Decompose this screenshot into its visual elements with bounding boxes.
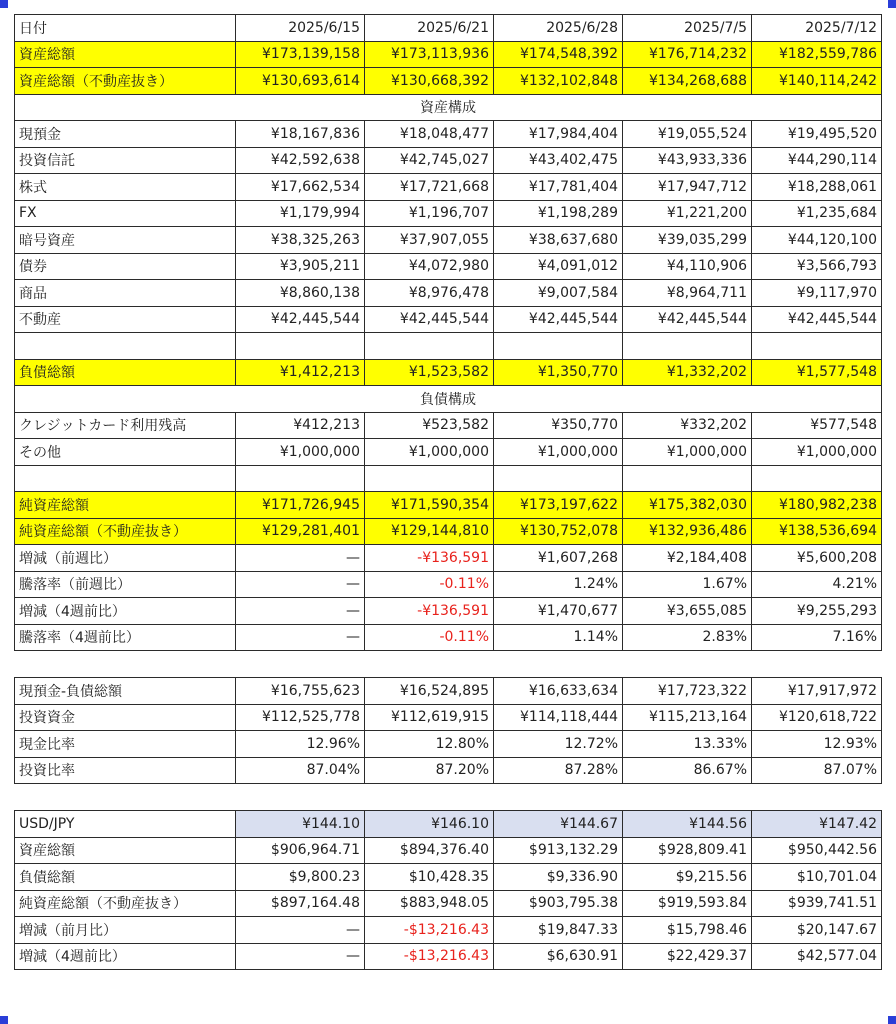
- value-cell[interactable]: ¥17,723,322: [623, 678, 752, 705]
- value-cell[interactable]: $939,741.51: [752, 890, 882, 917]
- value-cell[interactable]: ¥39,035,299: [623, 227, 752, 254]
- value-cell[interactable]: ¥1,196,707: [365, 200, 494, 227]
- asset-row: [15, 253, 882, 280]
- row-label[interactable]: 増減（4週前比）: [15, 598, 236, 625]
- selection-handle-bottom-right[interactable]: [888, 1016, 896, 1024]
- value-cell[interactable]: ¥171,726,945: [236, 492, 365, 519]
- total-liabilities-row: [15, 359, 882, 386]
- value-cell[interactable]: ¥134,268,688: [623, 68, 752, 95]
- row-label[interactable]: FX: [15, 200, 236, 227]
- value-cell[interactable]: ¥171,590,354: [365, 492, 494, 519]
- value-cell[interactable]: $897,164.48: [236, 890, 365, 917]
- value-cell[interactable]: ¥3,566,793: [752, 253, 882, 280]
- value-cell[interactable]: ¥42,445,544: [236, 306, 365, 333]
- row-label[interactable]: 株式: [15, 174, 236, 201]
- row-label[interactable]: 債券: [15, 253, 236, 280]
- value-cell[interactable]: ¥42,445,544: [752, 306, 882, 333]
- empty-cell[interactable]: [752, 333, 882, 360]
- row-label[interactable]: 投資資金: [15, 704, 236, 731]
- value-cell[interactable]: ¥17,721,668: [365, 174, 494, 201]
- value-cell[interactable]: 2.83%: [623, 624, 752, 651]
- value-cell[interactable]: 12.80%: [365, 731, 494, 758]
- empty-cell[interactable]: [494, 333, 623, 360]
- value-cell[interactable]: ¥174,548,392: [494, 41, 623, 68]
- value-cell[interactable]: ¥132,936,486: [623, 518, 752, 545]
- value-cell[interactable]: $928,809.41: [623, 837, 752, 864]
- asset-row: [15, 227, 882, 254]
- value-cell[interactable]: ¥147.42: [752, 811, 882, 838]
- usd-row: [15, 864, 882, 891]
- value-cell[interactable]: ¥180,982,238: [752, 492, 882, 519]
- row-label[interactable]: 負債総額: [15, 864, 236, 891]
- row-label[interactable]: 純資産総額: [15, 492, 236, 519]
- value-cell[interactable]: ¥17,917,972: [752, 678, 882, 705]
- row-label[interactable]: 資産総額: [15, 41, 236, 68]
- change-row: [15, 598, 882, 625]
- value-cell[interactable]: ¥1,000,000: [494, 439, 623, 466]
- date-column-header[interactable]: 2025/6/21: [365, 15, 494, 42]
- value-cell[interactable]: ¥129,144,810: [365, 518, 494, 545]
- value-cell[interactable]: ¥1,179,994: [236, 200, 365, 227]
- value-cell[interactable]: ¥4,110,906: [623, 253, 752, 280]
- value-cell[interactable]: ¥3,905,211: [236, 253, 365, 280]
- usd-row: [15, 890, 882, 917]
- value-cell[interactable]: $913,132.29: [494, 837, 623, 864]
- value-cell[interactable]: 87.04%: [236, 757, 365, 784]
- ratio-row: [15, 731, 882, 758]
- value-cell[interactable]: ¥9,007,584: [494, 280, 623, 307]
- value-cell[interactable]: —: [236, 624, 365, 651]
- value-cell[interactable]: ¥9,255,293: [752, 598, 882, 625]
- value-cell[interactable]: ¥16,755,623: [236, 678, 365, 705]
- liability-composition-header: [15, 386, 882, 413]
- value-cell[interactable]: ¥44,290,114: [752, 147, 882, 174]
- value-cell[interactable]: ¥112,619,915: [365, 704, 494, 731]
- row-label[interactable]: USD/JPY: [15, 811, 236, 838]
- value-cell[interactable]: 7.16%: [752, 624, 882, 651]
- value-cell[interactable]: ¥1,350,770: [494, 359, 623, 386]
- value-cell[interactable]: ¥412,213: [236, 412, 365, 439]
- value-cell[interactable]: ¥37,907,055: [365, 227, 494, 254]
- row-label[interactable]: 商品: [15, 280, 236, 307]
- row-label[interactable]: 増減（4週前比）: [15, 943, 236, 970]
- value-cell[interactable]: ¥1,000,000: [236, 439, 365, 466]
- empty-cell[interactable]: [623, 333, 752, 360]
- empty-cell[interactable]: [15, 333, 236, 360]
- value-cell[interactable]: ¥120,618,722: [752, 704, 882, 731]
- value-cell[interactable]: ¥144.56: [623, 811, 752, 838]
- value-cell[interactable]: ¥18,048,477: [365, 121, 494, 148]
- row-label[interactable]: 投資比率: [15, 757, 236, 784]
- value-cell[interactable]: $22,429.37: [623, 943, 752, 970]
- date-column-header[interactable]: 2025/6/28: [494, 15, 623, 42]
- row-label[interactable]: 不動産: [15, 306, 236, 333]
- value-cell[interactable]: ¥173,113,936: [365, 41, 494, 68]
- value-cell[interactable]: ¥1,000,000: [365, 439, 494, 466]
- value-cell[interactable]: $10,428.35: [365, 864, 494, 891]
- date-header[interactable]: 日付: [15, 15, 236, 42]
- value-cell[interactable]: ¥1,332,202: [623, 359, 752, 386]
- date-column-header[interactable]: 2025/7/5: [623, 15, 752, 42]
- row-label[interactable]: クレジットカード利用残高: [15, 412, 236, 439]
- value-cell[interactable]: 1.14%: [494, 624, 623, 651]
- row-label[interactable]: 現金比率: [15, 731, 236, 758]
- value-cell[interactable]: ¥8,964,711: [623, 280, 752, 307]
- total-assets-row: [15, 41, 882, 68]
- value-cell[interactable]: ¥38,325,263: [236, 227, 365, 254]
- value-cell[interactable]: ¥130,752,078: [494, 518, 623, 545]
- value-cell[interactable]: ¥144.67: [494, 811, 623, 838]
- value-cell[interactable]: -¥136,591: [365, 598, 494, 625]
- spreadsheet: [14, 14, 881, 970]
- asset-row: [15, 200, 882, 227]
- value-cell[interactable]: ¥1,607,268: [494, 545, 623, 572]
- row-label[interactable]: 騰落率（前週比）: [15, 571, 236, 598]
- value-cell[interactable]: 12.72%: [494, 731, 623, 758]
- value-cell[interactable]: ¥43,402,475: [494, 147, 623, 174]
- empty-cell[interactable]: [752, 465, 882, 492]
- value-cell[interactable]: ¥129,281,401: [236, 518, 365, 545]
- value-cell[interactable]: 13.33%: [623, 731, 752, 758]
- net-assets-row: [15, 492, 882, 519]
- value-cell[interactable]: $906,964.71: [236, 837, 365, 864]
- empty-cell[interactable]: [365, 333, 494, 360]
- change-row: [15, 545, 882, 572]
- value-cell[interactable]: ¥42,445,544: [365, 306, 494, 333]
- value-cell[interactable]: ¥16,633,634: [494, 678, 623, 705]
- ratio-table: [14, 677, 882, 784]
- value-cell[interactable]: $9,215.56: [623, 864, 752, 891]
- value-cell[interactable]: —: [236, 598, 365, 625]
- selection-handle-bottom-left[interactable]: [0, 1016, 8, 1024]
- change-row: [15, 624, 882, 651]
- value-cell[interactable]: ¥130,668,392: [365, 68, 494, 95]
- net-assets-ex-real-estate-row: [15, 518, 882, 545]
- usd-row: [15, 943, 882, 970]
- value-cell[interactable]: ¥42,445,544: [494, 306, 623, 333]
- usd-row: [15, 837, 882, 864]
- value-cell[interactable]: ¥1,412,213: [236, 359, 365, 386]
- row-label[interactable]: 負債総額: [15, 359, 236, 386]
- value-cell[interactable]: ¥577,548: [752, 412, 882, 439]
- value-cell[interactable]: ¥1,198,289: [494, 200, 623, 227]
- value-cell[interactable]: ¥523,582: [365, 412, 494, 439]
- asset-row: [15, 147, 882, 174]
- value-cell[interactable]: ¥17,781,404: [494, 174, 623, 201]
- value-cell[interactable]: ¥1,221,200: [623, 200, 752, 227]
- value-cell[interactable]: $9,336.90: [494, 864, 623, 891]
- value-cell[interactable]: ¥44,120,100: [752, 227, 882, 254]
- liability-row: [15, 412, 882, 439]
- value-cell[interactable]: ¥17,947,712: [623, 174, 752, 201]
- usd-table: [14, 810, 882, 970]
- value-cell[interactable]: ¥182,559,786: [752, 41, 882, 68]
- row-label[interactable]: 資産総額（不動産抜き）: [15, 68, 236, 95]
- empty-cell[interactable]: [494, 465, 623, 492]
- value-cell[interactable]: ¥4,091,012: [494, 253, 623, 280]
- value-cell[interactable]: ¥18,288,061: [752, 174, 882, 201]
- value-cell[interactable]: $19,847.33: [494, 917, 623, 944]
- value-cell[interactable]: ¥1,577,548: [752, 359, 882, 386]
- value-cell[interactable]: ¥9,117,970: [752, 280, 882, 307]
- value-cell[interactable]: ¥114,118,444: [494, 704, 623, 731]
- value-cell[interactable]: $919,593.84: [623, 890, 752, 917]
- value-cell[interactable]: ¥16,524,895: [365, 678, 494, 705]
- empty-cell[interactable]: [365, 465, 494, 492]
- value-cell[interactable]: ¥173,139,158: [236, 41, 365, 68]
- value-cell[interactable]: ¥144.10: [236, 811, 365, 838]
- selection-handle-top-left[interactable]: [0, 0, 8, 8]
- value-cell[interactable]: $9,800.23: [236, 864, 365, 891]
- value-cell[interactable]: ¥132,102,848: [494, 68, 623, 95]
- value-cell[interactable]: ¥173,197,622: [494, 492, 623, 519]
- asset-row: [15, 280, 882, 307]
- row-label[interactable]: 現預金: [15, 121, 236, 148]
- selection-handle-top-right[interactable]: [888, 0, 896, 8]
- row-label[interactable]: 現預金-負債総額: [15, 678, 236, 705]
- value-cell[interactable]: $950,442.56: [752, 837, 882, 864]
- row-label[interactable]: 騰落率（4週前比）: [15, 624, 236, 651]
- value-cell[interactable]: —: [236, 545, 365, 572]
- empty-row: [15, 333, 882, 360]
- value-cell[interactable]: $42,577.04: [752, 943, 882, 970]
- row-label[interactable]: 純資産総額（不動産抜き）: [15, 890, 236, 917]
- value-cell[interactable]: $20,147.67: [752, 917, 882, 944]
- header-row: [15, 15, 882, 42]
- value-cell[interactable]: ¥17,984,404: [494, 121, 623, 148]
- row-label[interactable]: 純資産総額（不動産抜き）: [15, 518, 236, 545]
- value-cell[interactable]: $894,376.40: [365, 837, 494, 864]
- usd-jpy-row: [15, 811, 882, 838]
- value-cell[interactable]: ¥4,072,980: [365, 253, 494, 280]
- value-cell[interactable]: ¥138,536,694: [752, 518, 882, 545]
- value-cell[interactable]: ¥8,976,478: [365, 280, 494, 307]
- value-cell[interactable]: ¥5,600,208: [752, 545, 882, 572]
- value-cell[interactable]: ¥42,592,638: [236, 147, 365, 174]
- value-cell[interactable]: —: [236, 943, 365, 970]
- value-cell[interactable]: ¥130,693,614: [236, 68, 365, 95]
- value-cell[interactable]: ¥176,714,232: [623, 41, 752, 68]
- value-cell[interactable]: —: [236, 571, 365, 598]
- value-cell[interactable]: $883,948.05: [365, 890, 494, 917]
- value-cell[interactable]: ¥19,495,520: [752, 121, 882, 148]
- empty-row: [15, 465, 882, 492]
- value-cell[interactable]: ¥3,655,085: [623, 598, 752, 625]
- value-cell[interactable]: 86.67%: [623, 757, 752, 784]
- ratio-row: [15, 704, 882, 731]
- section-title[interactable]: 負債構成: [15, 386, 882, 413]
- change-row: [15, 571, 882, 598]
- value-cell[interactable]: ¥140,114,242: [752, 68, 882, 95]
- value-cell[interactable]: -0.11%: [365, 624, 494, 651]
- value-cell[interactable]: -$13,216.43: [365, 917, 494, 944]
- total-assets-ex-real-estate-row: [15, 68, 882, 95]
- value-cell[interactable]: ¥1,000,000: [752, 439, 882, 466]
- value-cell[interactable]: $10,701.04: [752, 864, 882, 891]
- value-cell[interactable]: ¥350,770: [494, 412, 623, 439]
- row-label[interactable]: 資産総額: [15, 837, 236, 864]
- value-cell[interactable]: ¥43,933,336: [623, 147, 752, 174]
- value-cell[interactable]: ¥1,470,677: [494, 598, 623, 625]
- value-cell[interactable]: 4.21%: [752, 571, 882, 598]
- value-cell[interactable]: $6,630.91: [494, 943, 623, 970]
- ratio-row: [15, 678, 882, 705]
- value-cell[interactable]: ¥19,055,524: [623, 121, 752, 148]
- value-cell[interactable]: —: [236, 917, 365, 944]
- value-cell[interactable]: ¥1,523,582: [365, 359, 494, 386]
- section-title[interactable]: 資産構成: [15, 94, 882, 121]
- date-column-header[interactable]: 2025/6/15: [236, 15, 365, 42]
- value-cell[interactable]: 1.24%: [494, 571, 623, 598]
- asset-composition-header: [15, 94, 882, 121]
- value-cell[interactable]: 87.20%: [365, 757, 494, 784]
- value-cell[interactable]: ¥115,213,164: [623, 704, 752, 731]
- value-cell[interactable]: -0.11%: [365, 571, 494, 598]
- asset-row: [15, 121, 882, 148]
- empty-cell[interactable]: [15, 465, 236, 492]
- asset-row: [15, 306, 882, 333]
- value-cell[interactable]: -$13,216.43: [365, 943, 494, 970]
- ratio-row: [15, 757, 882, 784]
- row-label[interactable]: 増減（前月比）: [15, 917, 236, 944]
- asset-row: [15, 174, 882, 201]
- value-cell[interactable]: ¥1,000,000: [623, 439, 752, 466]
- value-cell[interactable]: ¥17,662,534: [236, 174, 365, 201]
- value-cell[interactable]: ¥2,184,408: [623, 545, 752, 572]
- value-cell[interactable]: $15,798.46: [623, 917, 752, 944]
- empty-cell[interactable]: [236, 333, 365, 360]
- value-cell[interactable]: 87.07%: [752, 757, 882, 784]
- value-cell[interactable]: 12.93%: [752, 731, 882, 758]
- empty-cell[interactable]: [236, 465, 365, 492]
- value-cell[interactable]: ¥42,745,027: [365, 147, 494, 174]
- empty-cell[interactable]: [623, 465, 752, 492]
- value-cell[interactable]: ¥38,637,680: [494, 227, 623, 254]
- value-cell[interactable]: -¥136,591: [365, 545, 494, 572]
- value-cell[interactable]: ¥8,860,138: [236, 280, 365, 307]
- value-cell[interactable]: ¥332,202: [623, 412, 752, 439]
- date-column-header[interactable]: 2025/7/12: [752, 15, 882, 42]
- value-cell[interactable]: ¥42,445,544: [623, 306, 752, 333]
- asset-summary-table: [14, 14, 882, 651]
- row-label[interactable]: 投資信託: [15, 147, 236, 174]
- value-cell[interactable]: 1.67%: [623, 571, 752, 598]
- value-cell[interactable]: $903,795.38: [494, 890, 623, 917]
- value-cell[interactable]: 12.96%: [236, 731, 365, 758]
- row-label[interactable]: その他: [15, 439, 236, 466]
- value-cell[interactable]: ¥146.10: [365, 811, 494, 838]
- value-cell[interactable]: 87.28%: [494, 757, 623, 784]
- usd-row: [15, 917, 882, 944]
- value-cell[interactable]: ¥175,382,030: [623, 492, 752, 519]
- value-cell[interactable]: ¥18,167,836: [236, 121, 365, 148]
- value-cell[interactable]: ¥1,235,684: [752, 200, 882, 227]
- row-label[interactable]: 暗号資産: [15, 227, 236, 254]
- value-cell[interactable]: ¥112,525,778: [236, 704, 365, 731]
- liability-row: [15, 439, 882, 466]
- row-label[interactable]: 増減（前週比）: [15, 545, 236, 572]
